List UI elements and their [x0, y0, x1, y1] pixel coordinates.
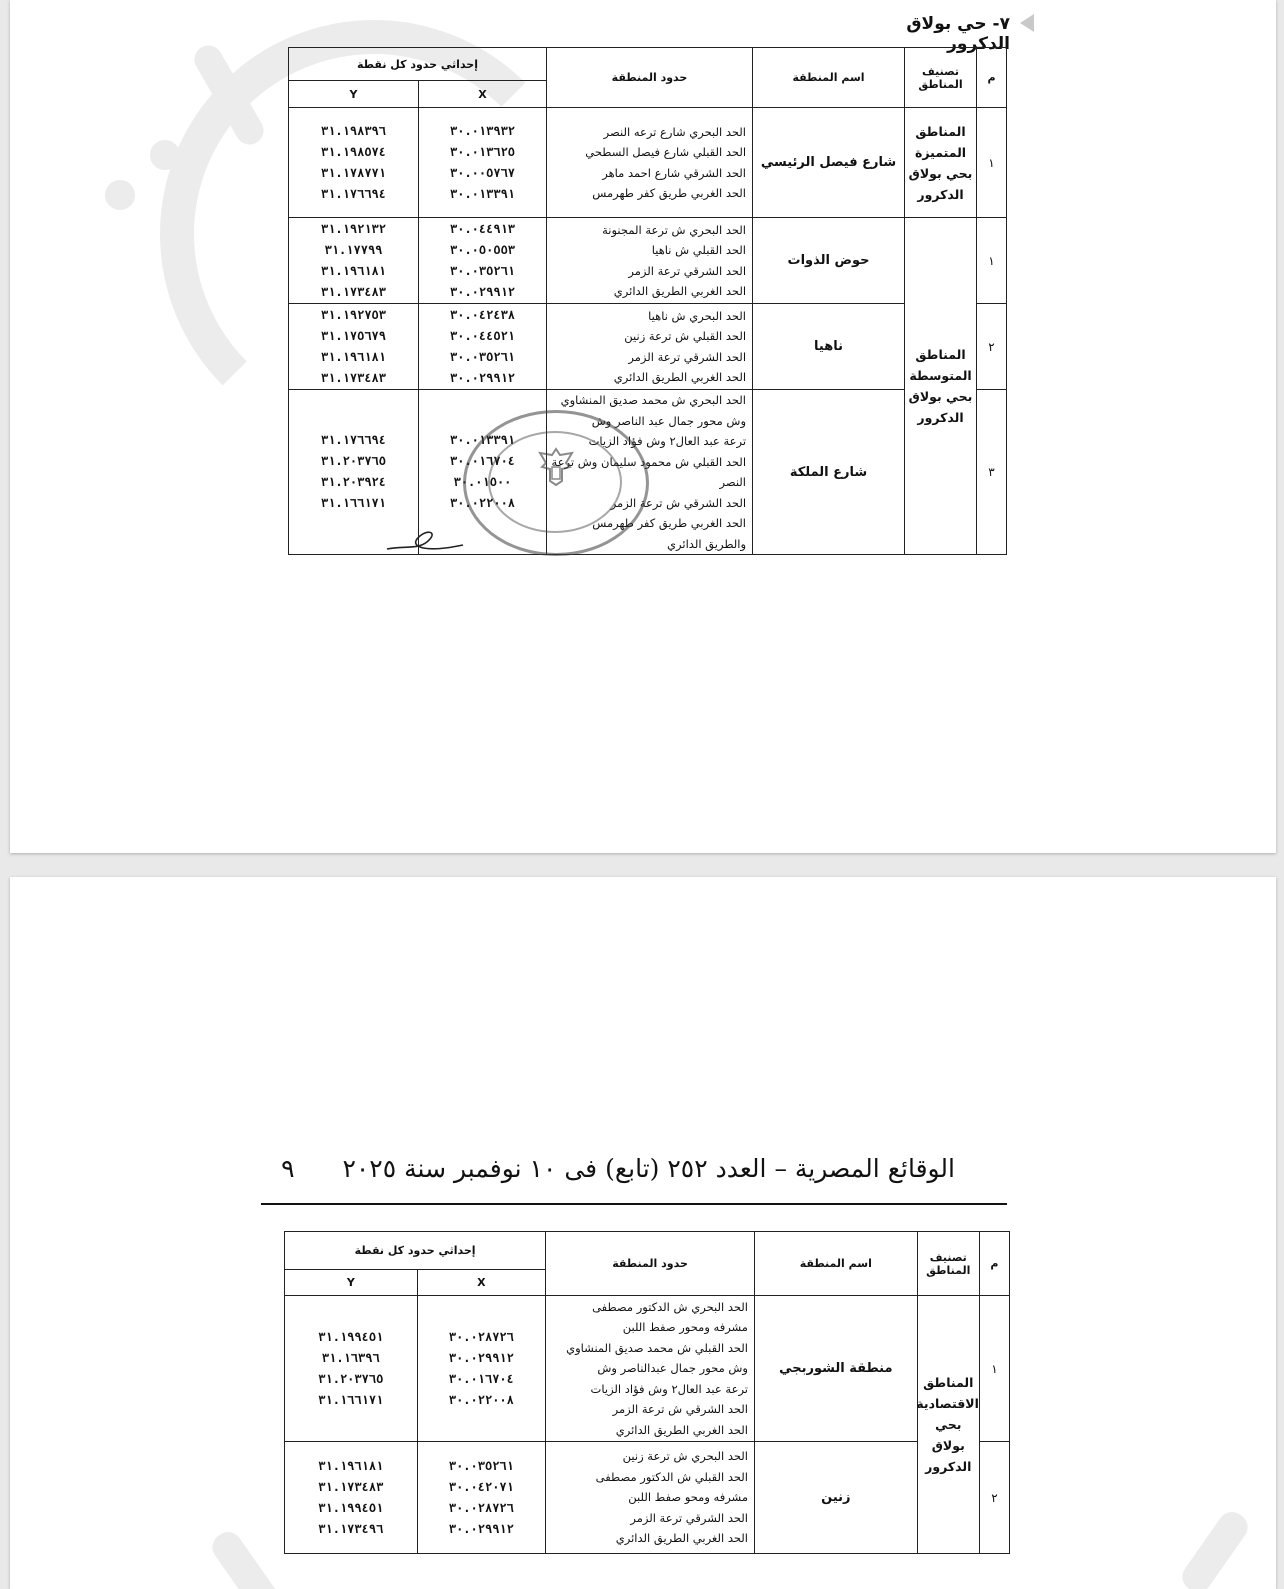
watermark-dot — [150, 140, 180, 170]
document-page-1 — [10, 0, 1276, 853]
section-heading: ٧- حي بولاق الدكرور — [906, 14, 1010, 54]
header-coordinates: إحداثي حدود كل نقطة — [285, 1232, 546, 1270]
row-index: ٢ — [979, 1442, 1009, 1554]
row-area-name: زنين — [754, 1442, 917, 1554]
row-y-coords: ٣١.١٩٦١٨١ ٣١.١٧٣٤٨٣ ٣١.١٩٩٤٥١ ٣١.١٧٣٤٩٦ — [285, 1442, 418, 1554]
row-y-coords: ٣١.١٩٩٤٥١ ٣١.١٦٣٩٦ ٣١.٢٠٣٧٦٥ ٣١.١٦٦١٧١ — [285, 1296, 418, 1442]
row-x-coords: ٣٠.٠١٣٣٩١ ٣٠.٠١٦٧٠٤ ٣٠.٠١٥٠٠ ٣٠.٠٢٢٠٠٨ — [419, 390, 547, 555]
row-boundaries: الحد البحري ش الدكتور مصطفى مشرفه ومحور صفط اللبن الحد القبلي ش محمد صديق المنشاوي وش محور جمال عبدالناصر وش ترعة عبد العال٢ وش فؤاد الزيات الحد الشرقي ش ترعة الزمر الحد الغربي الطريق الدائري — [546, 1296, 755, 1442]
header-area-name: اسم المنطقة — [753, 48, 905, 108]
zones-table-1 — [288, 47, 1007, 555]
row-classification: المناطق المتوسطة بحي بولاق الدكرور — [905, 218, 977, 555]
row-boundaries: الحد البحري ش ناهيا الحد القبلي ش ترعة زنين الحد الشرقي ترعة الزمر الحد الغربي الطريق الدائري — [547, 304, 753, 390]
row-area-name: منطقة الشوربجي — [754, 1296, 917, 1442]
row-y-coords: ٣١.١٩٢١٣٢ ٣١.١٧٧٩٩ ٣١.١٩٦١٨١ ٣١.١٧٣٤٨٣ — [289, 218, 419, 304]
row-index: ٣ — [977, 390, 1007, 555]
row-index: ٢ — [977, 304, 1007, 390]
header-y: Y — [285, 1270, 418, 1296]
header-classification: تصنيف المناطق — [917, 1232, 979, 1296]
watermark-bar — [1177, 1507, 1253, 1589]
row-x-coords: ٣٠.٠٤٤٩١٣ ٣٠.٠٥٠٥٥٣ ٣٠.٠٣٥٢٦١ ٣٠.٠٢٩٩١٢ — [419, 218, 547, 304]
row-x-coords: ٣٠.٠٢٨٧٢٦ ٣٠.٠٢٩٩١٢ ٣٠.٠١٦٧٠٤ ٣٠.٠٢٢٠٠٨ — [417, 1296, 546, 1442]
row-boundaries: الحد البحري ش محمد صديق المنشاوي وش محور جمال عبد الناصر وش ترعة عبد العال٢ وش فؤاد الزيات الحد القبلي ش محمود سليمان وش ترعة النصر الحد الشرقي ش ترعة الزمر الحد الغربي طريق كفر طهرمس والطريق الدائري — [547, 390, 753, 555]
row-area-name: شارع الملكة — [753, 390, 905, 555]
table-row — [285, 1296, 1010, 1442]
row-classification: المناطق الاقتصادية بحي بولاق الدكرور — [917, 1296, 979, 1554]
gazette-header — [265, 1154, 955, 1183]
row-area-name: حوض الذوات — [753, 218, 905, 304]
table-row — [289, 304, 1007, 390]
header-classification: تصنيف المناطق — [905, 48, 977, 108]
watermark-bar — [207, 1527, 283, 1589]
header-coordinates: إحداثي حدود كل نقطة — [289, 48, 547, 81]
row-area-name: ناهيا — [753, 304, 905, 390]
header-area-name: اسم المنطقة — [754, 1232, 917, 1296]
header-x: X — [419, 81, 547, 108]
row-y-coords: ٣١.١٩٢٧٥٣ ٣١.١٧٥٦٧٩ ٣١.١٩٦١٨١ ٣١.١٧٣٤٨٣ — [289, 304, 419, 390]
row-classification: المناطق المتميزة بحي بولاق الدكرور — [905, 108, 977, 218]
row-x-coords: ٣٠.٠٣٥٢٦١ ٣٠.٠٤٢٠٧١ ٣٠.٠٢٨٧٢٦ ٣٠.٠٢٩٩١٢ — [417, 1442, 546, 1554]
row-index: ١ — [979, 1296, 1009, 1442]
table-row — [289, 218, 1007, 304]
header-boundaries: حدود المنطقة — [546, 1232, 755, 1296]
row-boundaries: الحد البحري ش ترعة المجنونة الحد القبلي ش ناهيا الحد الشرقي ترعة الزمر الحد الغربي الطريق الدائري — [547, 218, 753, 304]
row-boundaries: الحد البحري شارع ترعه النصر الحد القبلي شارع فيصل السطحي الحد الشرقي شارع احمد ماهر الحد الغربي طريق كفر طهرمس — [547, 108, 753, 218]
row-y-coords: ٣١.١٩٨٣٩٦ ٣١.١٩٨٥٧٤ ٣١.١٧٨٧٧١ ٣١.١٧٦٦٩٤ — [289, 108, 419, 218]
table-row — [289, 108, 1007, 218]
row-area-name: شارع فيصل الرئيسي — [753, 108, 905, 218]
header-rule — [261, 1203, 1007, 1205]
heading-arrow-icon — [1020, 14, 1034, 32]
row-boundaries: الحد البحري ش ترعة زنين الحد القبلي ش الدكتور مصطفى مشرفه ومحو صفط اللبن الحد الشرقي ترعة الزمر الحد الغربي الطريق الدائري — [546, 1442, 755, 1554]
row-y-coords: ٣١.١٧٦٦٩٤ ٣١.٢٠٣٧٦٥ ٣١.٢٠٣٩٢٤ ٣١.١٦٦١٧١ — [289, 390, 419, 555]
header-boundaries: حدود المنطقة — [547, 48, 753, 108]
header-index: م — [977, 48, 1007, 108]
gazette-title: الوقائع المصرية – العدد ٢٥٢ (تابع) فى ١٠ نوفمبر سنة ٢٠٢٥ — [342, 1154, 955, 1183]
document-page-2 — [10, 877, 1276, 1589]
row-index: ١ — [977, 218, 1007, 304]
table-row — [289, 390, 1007, 555]
table-row — [285, 1442, 1010, 1554]
zones-table-2 — [284, 1231, 1010, 1554]
header-y: Y — [289, 81, 419, 108]
header-x: X — [417, 1270, 546, 1296]
row-index: ١ — [977, 108, 1007, 218]
header-index: م — [979, 1232, 1009, 1296]
row-x-coords: ٣٠.٠١٣٩٣٢ ٣٠.٠١٣٦٢٥ ٣٠.٠٠٥٧٦٧ ٣٠.٠١٣٣٩١ — [419, 108, 547, 218]
row-x-coords: ٣٠.٠٤٢٤٣٨ ٣٠.٠٤٤٥٢١ ٣٠.٠٣٥٢٦١ ٣٠.٠٢٩٩١٢ — [419, 304, 547, 390]
watermark-dot — [105, 180, 135, 210]
page-number: ٩ — [281, 1154, 295, 1183]
